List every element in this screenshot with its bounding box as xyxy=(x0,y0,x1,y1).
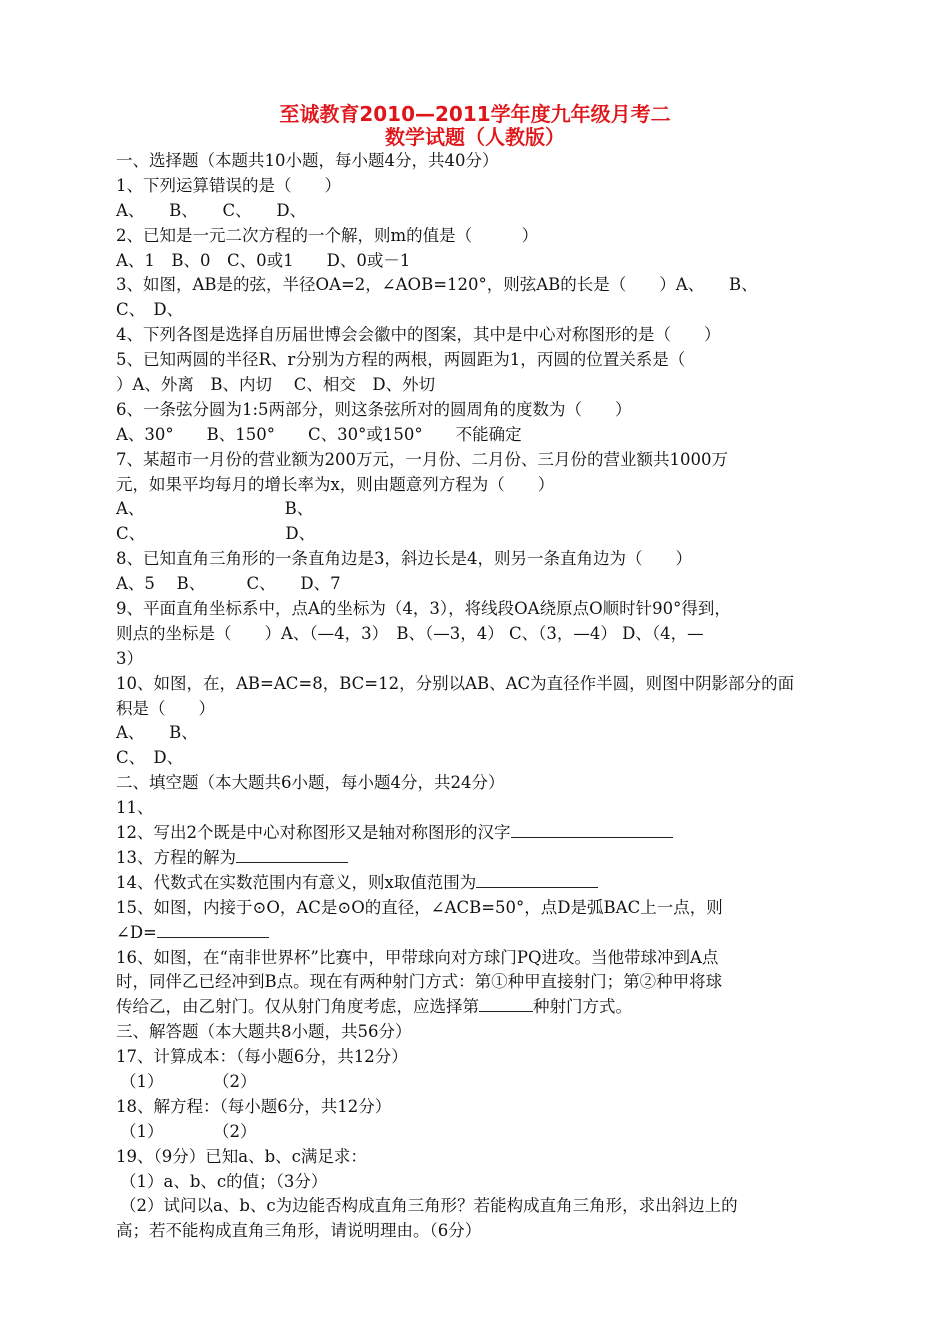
answer-blank-15 xyxy=(157,922,269,938)
question-10-options-cd: C、 D、 xyxy=(116,748,184,768)
question-14: 14、代数式在实数范围内有意义，则x取值范围为 xyxy=(116,872,477,892)
question-9: 9、平面直角坐标系中，点A的坐标为（4，3），将线段OA绕原点O顺时针90°得到， xyxy=(116,599,731,619)
question-15-cont: ∠D= xyxy=(116,922,157,942)
question-10: 10、如图，在，AB=AC=8，BC=12，分别以AB、AC为直径作半圆，则图中阴影部分的面 xyxy=(116,673,795,693)
question-16-cont: 时，同伴乙已经冲到B点。现在有两种射门方式：第①种甲直接射门；第②种甲将球 xyxy=(116,972,723,992)
section-heading-choice: 一、选择题（本题共10小题，每小题4分，共40分） xyxy=(116,151,499,170)
question-3-options: C、 D、 xyxy=(116,300,184,320)
answer-blank-13 xyxy=(236,847,348,863)
answer-blank-14 xyxy=(476,872,598,888)
question-7-options-ab: A、 B、 xyxy=(116,499,314,519)
question-16-tail: 种射门方式。 xyxy=(533,997,632,1017)
question-13: 13、方程的解为 xyxy=(116,847,236,867)
question-15-row xyxy=(116,921,844,946)
question-16-row xyxy=(116,995,844,1020)
section-heading-fill: 二、填空题（本大题共6小题，每小题4分，共24分） xyxy=(116,773,505,793)
question-8-options: A、5 B、 C、 D、7 xyxy=(116,574,341,594)
question-4: 4、下列各图是选择自历届世博会会徽中的图案，其中是中心对称图形的是（ ） xyxy=(116,325,721,345)
question-1: 1、下列运算错误的是（ ） xyxy=(116,175,341,195)
answer-blank-12 xyxy=(511,822,673,838)
question-8: 8、已知直角三角形的一条直角边是3，斜边长是4，则另一条直角边为（ ） xyxy=(116,549,692,569)
question-16: 16、如图，在“南非世界杯”比赛中，甲带球向对方球门PQ进攻。当他带球冲到A点 xyxy=(116,947,719,967)
question-19: 19、（9分）已知a、b、c满足求： xyxy=(116,1146,367,1166)
question-17: 17、计算成本：（每小题6分，共12分） xyxy=(116,1047,408,1067)
question-5: 5、已知两圆的半径R、r分别为方程的两根，两圆距为1，丙圆的位置关系是（ xyxy=(116,350,686,370)
question-12-row xyxy=(116,821,844,846)
question-7: 7、某超市一月份的营业额为200万元，一月份、二月份、三月份的营业额共1000万 xyxy=(116,449,728,469)
question-16-end: 传给乙，由乙射门。仅从射门角度考虑，应选择第 xyxy=(116,997,479,1017)
question-10-options-ab: A、 B、 xyxy=(116,723,198,743)
question-18-parts: （1） （2） xyxy=(120,1121,257,1141)
question-9-options: 则点的坐标是（ ）A、（—4，3） B、（—3，4） C、（3，—4） D、（4，— xyxy=(116,623,704,643)
question-9-cont: 3） xyxy=(116,648,143,668)
question-11: 11、 xyxy=(116,798,154,818)
question-12: 12、写出2个既是中心对称图形又是轴对称图形的汉字 xyxy=(116,823,511,843)
question-2-options: A、1 B、0 C、0或1 D、0或－1 xyxy=(116,250,411,270)
question-19-part1: （1）a、b、c的值；（3分） xyxy=(120,1171,328,1191)
question-19-part2-cont: 高；若不能构成直角三角形，请说明理由。（6分） xyxy=(116,1221,482,1241)
question-17-parts: （1） （2） xyxy=(120,1071,257,1091)
question-18: 18、解方程：（每小题6分，共12分） xyxy=(116,1096,392,1116)
question-10-cont: 积是（ ） xyxy=(116,698,215,718)
question-3: 3、如图，AB是的弦，半径OA=2，∠AOB=120°，则弦AB的长是（ ）A、 B、 xyxy=(116,275,758,295)
question-7-cont: 元，如果平均每月的增长率为x，则由题意列方程为（ ） xyxy=(116,474,555,494)
exam-title: 至诚教育2010—2011学年度九年级月考二 xyxy=(279,102,671,126)
question-6: 6、一条弦分圆为1:5两部分，则这条弦所对的圆周角的度数为（ ） xyxy=(116,399,632,419)
section-heading-solve: 三、解答题（本大题共8小题，共56分） xyxy=(116,1022,412,1042)
answer-blank-16 xyxy=(479,996,533,1012)
question-6-options: A、30° B、150° C、30°或150° 不能确定 xyxy=(116,424,522,444)
question-1-options: A、 B、 C、 D、 xyxy=(116,200,307,220)
question-2: 2、已知是一元二次方程的一个解，则m的值是（ ） xyxy=(116,225,539,245)
question-5-options: ）A、外离 B、内切 C、相交 D、外切 xyxy=(116,375,436,395)
question-13-row xyxy=(116,846,844,871)
question-19-part2: （2）试问以a、b、c为边能否构成直角三角形？若能构成直角三角形，求出斜边上的 xyxy=(120,1196,738,1216)
question-7-options-cd: C、 D、 xyxy=(116,524,316,544)
exam-body xyxy=(116,149,844,1244)
question-15: 15、如图，内接于⊙O，AC是⊙O的直径，∠ACB=50°，点D是弧BAC上一点，则 xyxy=(116,897,723,917)
exam-subtitle: 数学试题（人教版） xyxy=(385,125,565,149)
question-14-row xyxy=(116,871,844,896)
